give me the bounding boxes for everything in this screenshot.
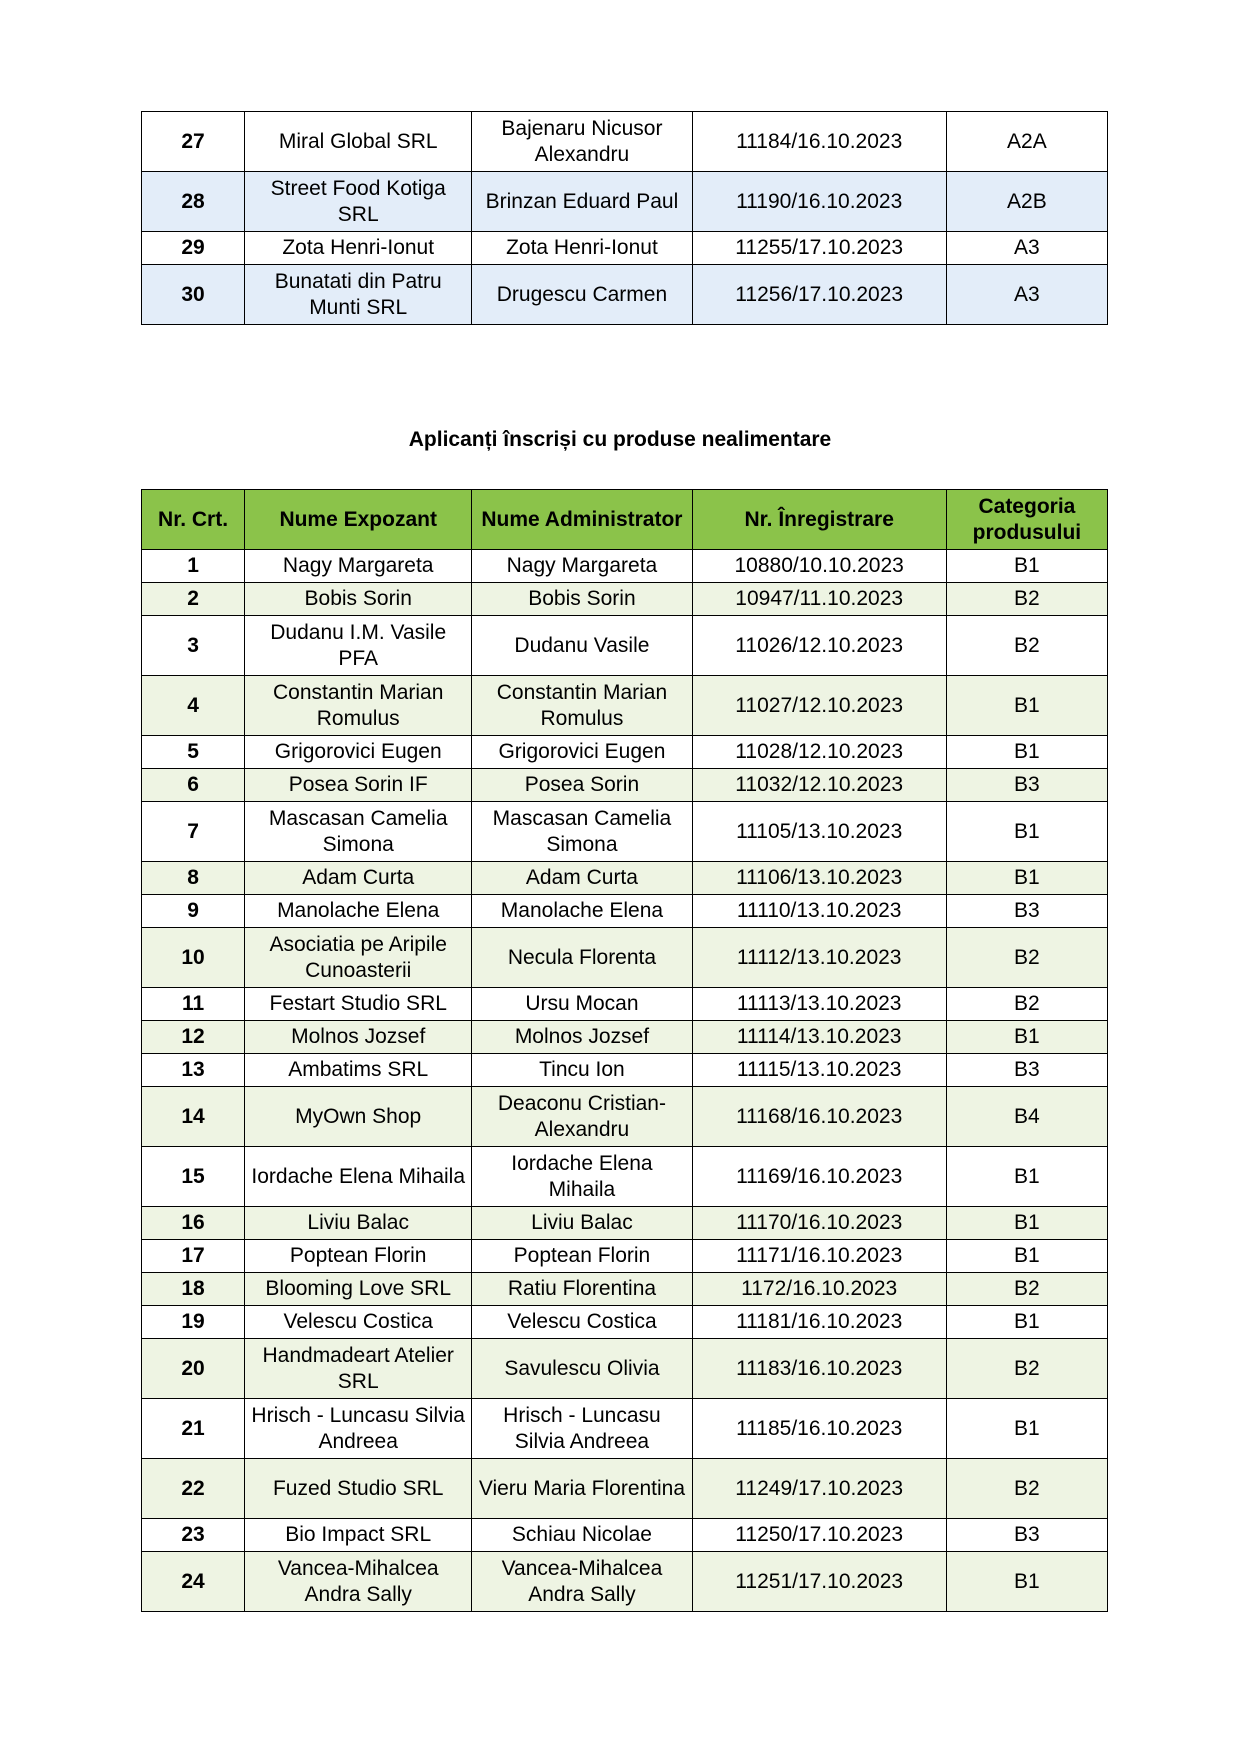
table-row — [142, 265, 1108, 325]
exhibitor-name: Festart Studio SRL — [245, 988, 472, 1021]
table-row — [142, 736, 1108, 769]
row-number: 1 — [142, 550, 245, 583]
product-category: A2B — [946, 172, 1107, 232]
product-category: B1 — [946, 676, 1107, 736]
exhibitor-name: Nagy Margareta — [245, 550, 472, 583]
exhibitor-name: Poptean Florin — [245, 1240, 472, 1273]
row-number: 18 — [142, 1273, 245, 1306]
exhibitor-name: Posea Sorin IF — [245, 769, 472, 802]
row-number: 29 — [142, 232, 245, 265]
table-row — [142, 112, 1108, 172]
exhibitor-name: Grigorovici Eugen — [245, 736, 472, 769]
administrator-name: Deaconu Cristian-Alexandru — [472, 1087, 692, 1147]
registration-number: 11184/16.10.2023 — [692, 112, 946, 172]
table-row — [142, 769, 1108, 802]
registration-number: 11185/16.10.2023 — [692, 1399, 946, 1459]
registration-number: 11181/16.10.2023 — [692, 1306, 946, 1339]
row-number: 23 — [142, 1519, 245, 1552]
nonfood-applicants-table — [141, 489, 1108, 1612]
registration-number: 11183/16.10.2023 — [692, 1339, 946, 1399]
registration-number: 11251/17.10.2023 — [692, 1552, 946, 1612]
table-row — [142, 1552, 1108, 1612]
administrator-name: Zota Henri-Ionut — [472, 232, 692, 265]
administrator-name: Molnos Jozsef — [472, 1021, 692, 1054]
registration-number: 11027/12.10.2023 — [692, 676, 946, 736]
row-number: 12 — [142, 1021, 245, 1054]
product-category: B1 — [946, 802, 1107, 862]
row-number: 7 — [142, 802, 245, 862]
administrator-name: Grigorovici Eugen — [472, 736, 692, 769]
product-category: B3 — [946, 1519, 1107, 1552]
registration-number: 11169/16.10.2023 — [692, 1147, 946, 1207]
administrator-name: Constantin Marian Romulus — [472, 676, 692, 736]
administrator-name: Nagy Margareta — [472, 550, 692, 583]
exhibitor-name: Asociatia pe Aripile Cunoasterii — [245, 928, 472, 988]
registration-number: 11249/17.10.2023 — [692, 1459, 946, 1519]
administrator-name: Vancea-Mihalcea Andra Sally — [472, 1552, 692, 1612]
header-registration: Nr. Înregistrare — [692, 490, 946, 550]
exhibitor-name: Bobis Sorin — [245, 583, 472, 616]
table-row — [142, 676, 1108, 736]
exhibitor-name: Mascasan Camelia Simona — [245, 802, 472, 862]
row-number: 6 — [142, 769, 245, 802]
table-row — [142, 616, 1108, 676]
registration-number: 11110/13.10.2023 — [692, 895, 946, 928]
exhibitor-name: Street Food Kotiga SRL — [245, 172, 472, 232]
header-administrator: Nume Administrator — [472, 490, 692, 550]
table-row — [142, 172, 1108, 232]
header-exhibitor: Nume Expozant — [245, 490, 472, 550]
row-number: 15 — [142, 1147, 245, 1207]
table-row — [142, 1306, 1108, 1339]
registration-number: 11171/16.10.2023 — [692, 1240, 946, 1273]
product-category: B3 — [946, 769, 1107, 802]
row-number: 9 — [142, 895, 245, 928]
exhibitor-name: Constantin Marian Romulus — [245, 676, 472, 736]
registration-number: 11250/17.10.2023 — [692, 1519, 946, 1552]
exhibitor-name: Molnos Jozsef — [245, 1021, 472, 1054]
product-category: B2 — [946, 616, 1107, 676]
registration-number: 11032/12.10.2023 — [692, 769, 946, 802]
product-category: B3 — [946, 1054, 1107, 1087]
product-category: B3 — [946, 895, 1107, 928]
product-category: B1 — [946, 550, 1107, 583]
registration-number: 11112/13.10.2023 — [692, 928, 946, 988]
product-category: B2 — [946, 1459, 1107, 1519]
table-row — [142, 1087, 1108, 1147]
product-category: A3 — [946, 232, 1107, 265]
product-category: A3 — [946, 265, 1107, 325]
exhibitor-name: Adam Curta — [245, 862, 472, 895]
exhibitor-name: Liviu Balac — [245, 1207, 472, 1240]
table-row — [142, 583, 1108, 616]
administrator-name: Adam Curta — [472, 862, 692, 895]
exhibitor-name: Handmadeart Atelier SRL — [245, 1339, 472, 1399]
registration-number: 11114/13.10.2023 — [692, 1021, 946, 1054]
product-category: B2 — [946, 1273, 1107, 1306]
administrator-name: Liviu Balac — [472, 1207, 692, 1240]
administrator-name: Necula Florenta — [472, 928, 692, 988]
product-category: B1 — [946, 1147, 1107, 1207]
administrator-name: Vieru Maria Florentina — [472, 1459, 692, 1519]
registration-number: 1172/16.10.2023 — [692, 1273, 946, 1306]
registration-number: 11105/13.10.2023 — [692, 802, 946, 862]
product-category: B2 — [946, 583, 1107, 616]
product-category: B2 — [946, 988, 1107, 1021]
table-row — [142, 1459, 1108, 1519]
administrator-name: Manolache Elena — [472, 895, 692, 928]
registration-number: 11113/13.10.2023 — [692, 988, 946, 1021]
administrator-name: Posea Sorin — [472, 769, 692, 802]
table-row — [142, 1207, 1108, 1240]
table-row — [142, 802, 1108, 862]
administrator-name: Iordache Elena Mihaila — [472, 1147, 692, 1207]
exhibitor-name: Blooming Love SRL — [245, 1273, 472, 1306]
product-category: B1 — [946, 862, 1107, 895]
exhibitor-name: Iordache Elena Mihaila — [245, 1147, 472, 1207]
row-number: 4 — [142, 676, 245, 736]
exhibitor-name: Vancea-Mihalcea Andra Sally — [245, 1552, 472, 1612]
row-number: 27 — [142, 112, 245, 172]
product-category: B2 — [946, 1339, 1107, 1399]
row-number: 19 — [142, 1306, 245, 1339]
table-row — [142, 1339, 1108, 1399]
table-row — [142, 1147, 1108, 1207]
administrator-name: Ratiu Florentina — [472, 1273, 692, 1306]
exhibitor-name: Bunatati din Patru Munti SRL — [245, 265, 472, 325]
table-row — [142, 1399, 1108, 1459]
product-category: A2A — [946, 112, 1107, 172]
product-category: B1 — [946, 1306, 1107, 1339]
row-number: 30 — [142, 265, 245, 325]
administrator-name: Ursu Mocan — [472, 988, 692, 1021]
row-number: 2 — [142, 583, 245, 616]
registration-number: 11106/13.10.2023 — [692, 862, 946, 895]
table-row — [142, 895, 1108, 928]
table-row — [142, 928, 1108, 988]
row-number: 21 — [142, 1399, 245, 1459]
food-applicants-table — [141, 111, 1108, 325]
exhibitor-name: Velescu Costica — [245, 1306, 472, 1339]
row-number: 11 — [142, 988, 245, 1021]
registration-number: 10880/10.10.2023 — [692, 550, 946, 583]
registration-number: 10947/11.10.2023 — [692, 583, 946, 616]
exhibitor-name: Bio Impact SRL — [245, 1519, 472, 1552]
exhibitor-name: MyOwn Shop — [245, 1087, 472, 1147]
exhibitor-name: Ambatims SRL — [245, 1054, 472, 1087]
product-category: B1 — [946, 1207, 1107, 1240]
exhibitor-name: Fuzed Studio SRL — [245, 1459, 472, 1519]
table-row — [142, 1240, 1108, 1273]
product-category: B4 — [946, 1087, 1107, 1147]
row-number: 16 — [142, 1207, 245, 1240]
exhibitor-name: Manolache Elena — [245, 895, 472, 928]
exhibitor-name: Dudanu I.M. Vasile PFA — [245, 616, 472, 676]
registration-number: 11026/12.10.2023 — [692, 616, 946, 676]
header-category: Categoria produsului — [946, 490, 1107, 550]
header-nr: Nr. Crt. — [142, 490, 245, 550]
row-number: 10 — [142, 928, 245, 988]
administrator-name: Tincu Ion — [472, 1054, 692, 1087]
administrator-name: Dudanu Vasile — [472, 616, 692, 676]
product-category: B1 — [946, 1240, 1107, 1273]
product-category: B2 — [946, 928, 1107, 988]
section-title: Aplicanți înscriși cu produse nealimentare — [408, 428, 832, 451]
exhibitor-name: Hrisch - Luncasu Silvia Andreea — [245, 1399, 472, 1459]
administrator-name: Bajenaru Nicusor Alexandru — [472, 112, 692, 172]
product-category: B1 — [946, 1399, 1107, 1459]
row-number: 24 — [142, 1552, 245, 1612]
administrator-name: Schiau Nicolae — [472, 1519, 692, 1552]
administrator-name: Velescu Costica — [472, 1306, 692, 1339]
administrator-name: Savulescu Olivia — [472, 1339, 692, 1399]
registration-number: 11170/16.10.2023 — [692, 1207, 946, 1240]
table-row — [142, 550, 1108, 583]
administrator-name: Bobis Sorin — [472, 583, 692, 616]
registration-number: 11190/16.10.2023 — [692, 172, 946, 232]
row-number: 20 — [142, 1339, 245, 1399]
product-category: B1 — [946, 736, 1107, 769]
table-row — [142, 988, 1108, 1021]
row-number: 8 — [142, 862, 245, 895]
administrator-name: Brinzan Eduard Paul — [472, 172, 692, 232]
table-header-row — [142, 490, 1108, 550]
row-number: 14 — [142, 1087, 245, 1147]
exhibitor-name: Zota Henri-Ionut — [245, 232, 472, 265]
table-row — [142, 1519, 1108, 1552]
administrator-name: Drugescu Carmen — [472, 265, 692, 325]
table-row — [142, 1273, 1108, 1306]
row-number: 17 — [142, 1240, 245, 1273]
administrator-name: Poptean Florin — [472, 1240, 692, 1273]
administrator-name: Hrisch - Luncasu Silvia Andreea — [472, 1399, 692, 1459]
row-number: 13 — [142, 1054, 245, 1087]
registration-number: 11255/17.10.2023 — [692, 232, 946, 265]
registration-number: 11168/16.10.2023 — [692, 1087, 946, 1147]
registration-number: 11256/17.10.2023 — [692, 265, 946, 325]
exhibitor-name: Miral Global SRL — [245, 112, 472, 172]
registration-number: 11028/12.10.2023 — [692, 736, 946, 769]
table-row — [142, 1054, 1108, 1087]
table-row — [142, 1021, 1108, 1054]
administrator-name: Mascasan Camelia Simona — [472, 802, 692, 862]
table-row — [142, 862, 1108, 895]
row-number: 28 — [142, 172, 245, 232]
table-row — [142, 232, 1108, 265]
product-category: B1 — [946, 1552, 1107, 1612]
product-category: B1 — [946, 1021, 1107, 1054]
row-number: 22 — [142, 1459, 245, 1519]
registration-number: 11115/13.10.2023 — [692, 1054, 946, 1087]
row-number: 3 — [142, 616, 245, 676]
row-number: 5 — [142, 736, 245, 769]
